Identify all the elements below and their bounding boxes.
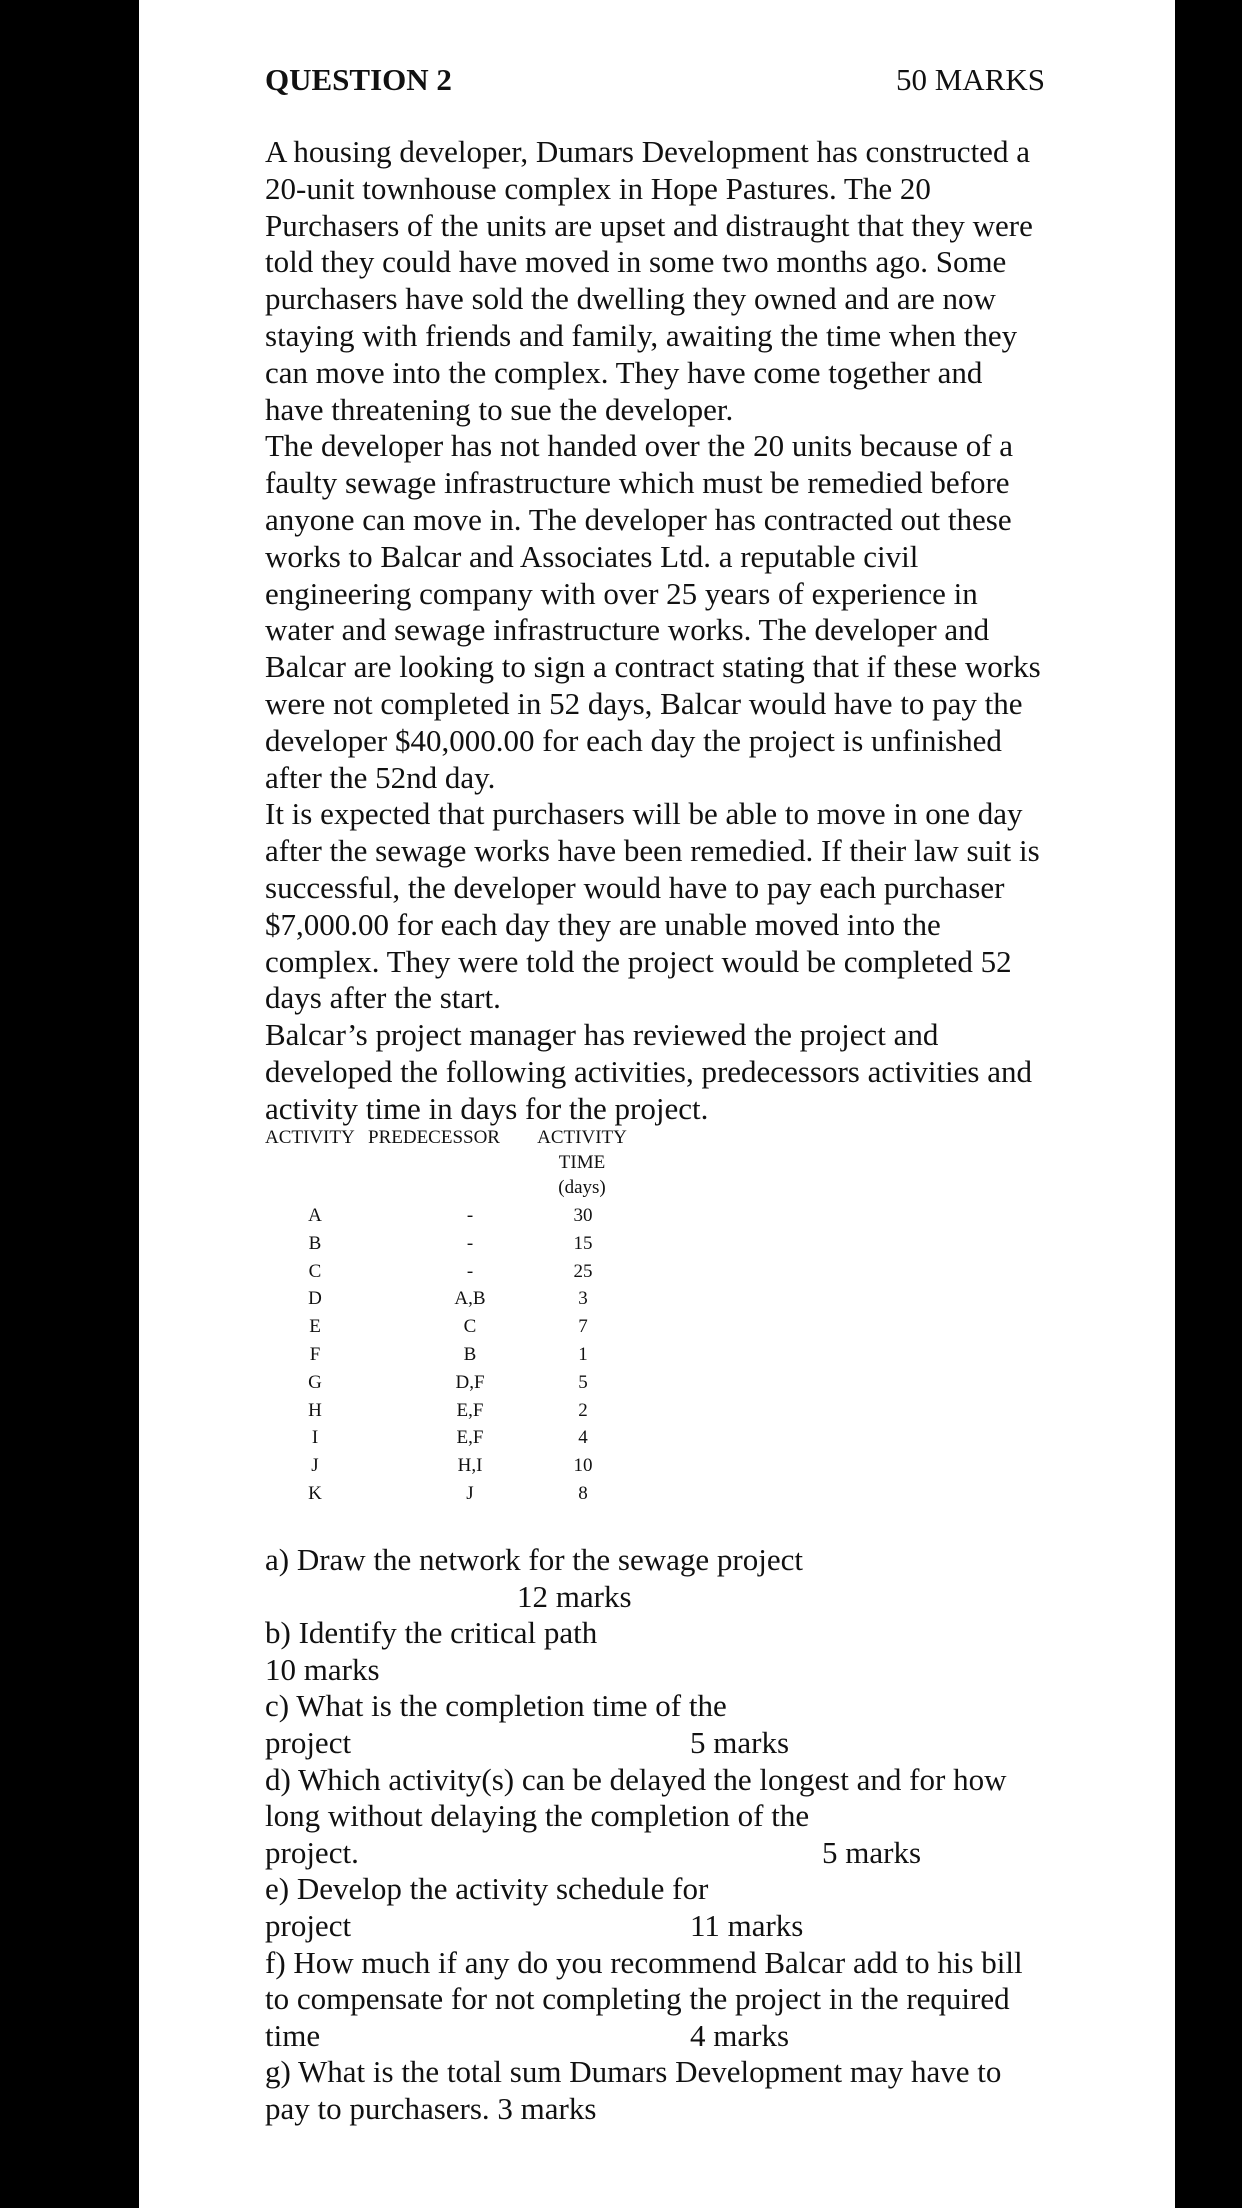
sub-questions: [265, 1542, 1065, 2128]
question-d: [265, 1762, 1065, 1872]
question-d-text: d) Which activity(s) can be delayed the longest and for how: [265, 1761, 1007, 1797]
table-row: [265, 1203, 665, 1231]
predecessor-cell: -: [466, 1205, 474, 1226]
activity-cell: E: [309, 1316, 321, 1338]
question-c-marks: 5 marks: [690, 1724, 790, 1760]
text-line: developed the following activities, predecessors activities and: [265, 1053, 1033, 1089]
text-line: Balcar’s project manager has reviewed the project and: [265, 1017, 939, 1053]
header-activity-time: [527, 1125, 637, 1200]
activity-cell: K: [308, 1482, 322, 1504]
question-c: [265, 1688, 1065, 1761]
text-line: anyone can move in. The developer has contracted out these: [265, 501, 1012, 537]
question-d-text-cont: long without delaying the completion of the: [265, 1798, 810, 1834]
text-line: works to Balcar and Associates Ltd. a reputable civil: [265, 538, 919, 574]
predecessor-cell: D,F: [455, 1371, 485, 1393]
header-time-line: ACTIVITY: [537, 1127, 627, 1148]
question-e-marks: 11 marks: [690, 1907, 804, 1943]
question-f-text-cont: time: [265, 2017, 321, 2053]
text-line: purchasers have sold the dwelling they owned and are now: [265, 281, 996, 317]
question-d-text-cont: project.: [265, 1834, 359, 1870]
time-cell: 4: [578, 1427, 588, 1449]
question-a-marks: 12 marks: [517, 1578, 632, 1614]
predecessor-cell: E,F: [456, 1399, 484, 1421]
activity-cell: F: [309, 1343, 321, 1365]
predecessor-cell: J: [466, 1482, 474, 1504]
activity-cell: C: [308, 1260, 322, 1282]
question-c-text-cont: project: [265, 1724, 352, 1760]
text-line: engineering company with over 25 years of experience in: [265, 575, 978, 611]
question-f-marks: 4 marks: [690, 2017, 790, 2053]
table-row: [265, 1259, 665, 1287]
question-f-text: f) How much if any do you recommend Balcar add to his bill: [265, 1944, 1023, 1980]
text-line: Purchasers of the units are upset and distraught that they were: [265, 207, 1033, 243]
time-cell: 25: [573, 1260, 593, 1282]
question-g: [265, 2054, 1065, 2127]
table-row: [265, 1398, 665, 1426]
question-b: [265, 1615, 1065, 1688]
table-row: [265, 1314, 665, 1342]
table-body: [265, 1203, 665, 1509]
text-line: have threatening to sue the developer.: [265, 391, 734, 427]
text-line: activity time in days for the project.: [265, 1090, 709, 1126]
activity-cell: B: [308, 1232, 322, 1254]
activity-cell: D: [308, 1288, 322, 1310]
paragraph-3: [265, 796, 1065, 1017]
text-line: can move into the complex. They have come together and: [265, 354, 983, 390]
question-e: [265, 1871, 1065, 1944]
text-line: successful, the developer would have to pay each purchaser: [265, 869, 1005, 905]
text-line: complex. They were told the project would be completed 52: [265, 943, 1012, 979]
table-row: [265, 1231, 665, 1259]
question-b-marks: 10 marks: [265, 1651, 380, 1687]
activity-cell: A: [308, 1205, 322, 1226]
time-cell: 2: [578, 1399, 588, 1421]
question-f: [265, 1945, 1065, 2055]
time-cell: 5: [578, 1371, 588, 1393]
paragraph-4: [265, 1017, 1065, 1127]
question-g-text-cont: pay to purchasers. 3 marks: [265, 2090, 597, 2126]
time-cell: 10: [573, 1455, 593, 1477]
question-b-text: b) Identify the critical path: [265, 1615, 598, 1651]
table-row: [265, 1425, 665, 1453]
activity-cell: G: [308, 1371, 322, 1393]
predecessor-cell: -: [466, 1260, 474, 1282]
time-cell: 3: [578, 1288, 588, 1310]
predecessor-cell: E,F: [456, 1427, 484, 1449]
predecessor-cell: C: [463, 1316, 477, 1338]
header-predecessor: PREDECESSOR: [368, 1127, 500, 1148]
paragraph-2: [265, 428, 1065, 796]
question-e-text-cont: project: [265, 1907, 352, 1943]
table-header: [265, 1125, 665, 1203]
header-activity: ACTIVITY: [265, 1127, 355, 1148]
activity-cell: H: [308, 1399, 322, 1421]
text-line: staying with friends and family, awaiting the time when they: [265, 317, 1018, 353]
table-row: [265, 1342, 665, 1370]
header-time-line: TIME: [558, 1152, 606, 1173]
time-cell: 30: [573, 1205, 593, 1226]
paragraph-1: [265, 134, 1065, 428]
question-a: [265, 1542, 1065, 1615]
text-line: A housing developer, Dumars Development has constructed a: [265, 134, 1030, 169]
text-line: were not completed in 52 days, Balcar would have to pay the: [265, 685, 1023, 721]
time-cell: 15: [573, 1232, 593, 1254]
text-line: told they could have moved in some two months ago. Some: [265, 244, 1007, 280]
text-line: Balcar are looking to sign a contract stating that if these works: [265, 649, 1041, 685]
predecessor-cell: A,B: [454, 1288, 486, 1310]
text-line: The developer has not handed over the 20 units because of a: [265, 428, 1014, 464]
text-line: after the sewage works have been remedied. If their law suit is: [265, 833, 1040, 869]
question-d-marks: 5 marks: [822, 1834, 922, 1870]
time-cell: 1: [578, 1343, 588, 1365]
text-line: developer $40,000.00 for each day the project is unfinished: [265, 722, 1002, 758]
text-line: after the 52nd day.: [265, 759, 496, 795]
question-title: QUESTION 2: [265, 62, 452, 97]
text-line: 20-unit townhouse complex in Hope Pastures. The 20: [265, 170, 931, 206]
table-row: [265, 1453, 665, 1481]
question-f-text-cont: to compensate for not completing the project in the required: [265, 1981, 1010, 2017]
predecessor-cell: -: [466, 1232, 474, 1254]
text-line: days after the start.: [265, 980, 501, 1016]
table-row: [265, 1286, 665, 1314]
table-row: [265, 1370, 665, 1398]
text-line: It is expected that purchasers will be able to move in one day: [265, 796, 1023, 832]
document-page: [139, 0, 1175, 2208]
total-marks: 50 MARKS: [895, 62, 1045, 97]
question-g-text: g) What is the total sum Dumars Development may have to: [265, 2054, 1002, 2090]
header-time-line: (days): [558, 1177, 606, 1198]
text-line: $7,000.00 for each day they are unable moved into the: [265, 906, 941, 942]
question-e-text: e) Develop the activity schedule for: [265, 1871, 709, 1907]
text-line: water and sewage infrastructure works. The developer and: [265, 612, 990, 648]
question-body: [265, 134, 1065, 1128]
time-cell: 8: [578, 1482, 588, 1504]
predecessor-cell: B: [463, 1343, 477, 1365]
activity-cell: J: [311, 1455, 319, 1477]
time-cell: 7: [578, 1316, 588, 1338]
text-line: faulty sewage infrastructure which must be remedied before: [265, 465, 1010, 501]
question-c-text: c) What is the completion time of the: [265, 1688, 727, 1724]
activity-cell: I: [311, 1427, 319, 1449]
predecessor-cell: H,I: [457, 1455, 483, 1477]
activity-table: [265, 1125, 665, 1509]
question-a-text: a) Draw the network for the sewage project: [265, 1542, 803, 1577]
table-row: [265, 1481, 665, 1509]
